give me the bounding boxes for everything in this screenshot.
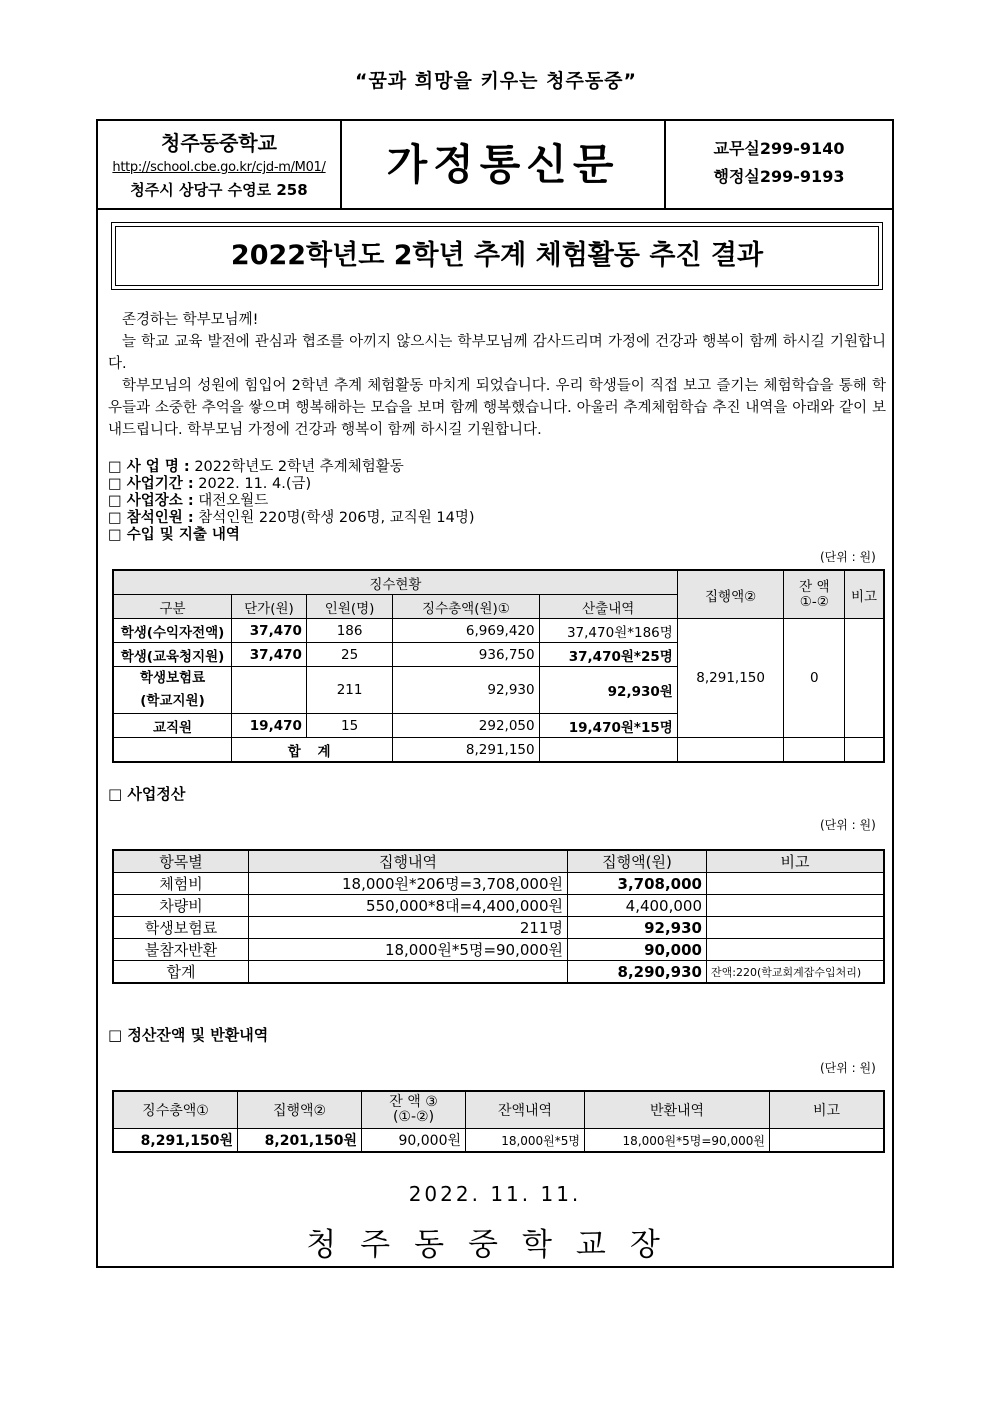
cell-detail: 550,000*8대=4,400,000원 [249, 895, 568, 917]
cell-detail: 18,000원*206명=3,708,000원 [249, 873, 568, 895]
cell-calc: 19,470원*15명 [539, 714, 677, 738]
refund-section-label: □ 정산잔액 및 반환내역 [108, 1026, 269, 1044]
col-item: 항목별 [113, 850, 249, 873]
cell-balance-detail: 18,000원*5명 [466, 1129, 585, 1153]
table-row [113, 961, 884, 984]
cell-note [707, 895, 885, 917]
cell-calc: 92,930원 [539, 667, 677, 714]
cell-category: 학생(수익자전액) [113, 619, 232, 643]
cell-note: 잔액:220(학교회계잡수입처리) [707, 961, 885, 984]
document-title: 2022학년도 2학년 추계 체험활동 추진 결과 [115, 226, 879, 286]
school-address: 청주시 상당구 수영로 258 [130, 181, 308, 199]
note-header: 비고 [845, 570, 884, 619]
project-name-value: 2022학년도 2학년 추계체험활동 [194, 459, 404, 475]
notice-type-title: 가정통신문 [342, 121, 666, 208]
phone-academic: 교무실299-9140 [713, 139, 845, 158]
cell-price: 19,470 [232, 714, 307, 738]
col-calc: 산출내역 [539, 595, 677, 619]
exec-header: 집행액② [677, 570, 784, 619]
cell-category: 학생(교육청지원) [113, 643, 232, 667]
col-balance: 잔 액 ③ (①-②) [362, 1091, 466, 1129]
table-row [113, 873, 884, 895]
col-executed: 집행액② [238, 1091, 362, 1129]
unit-label-1: (단위 : 원) [820, 550, 876, 564]
cell-amount: 90,000 [568, 939, 707, 961]
col-category: 구분 [113, 595, 232, 619]
greeting-salutation: 존경하는 학부모님께! [122, 312, 259, 328]
cell-note [707, 873, 885, 895]
cell-price: 37,470 [232, 643, 307, 667]
issue-date: 2022. 11. 11. [408, 1182, 582, 1206]
school-name: 청주동중학교 [161, 131, 277, 155]
school-info [98, 121, 342, 208]
table-row [113, 939, 884, 961]
project-name-label: □ 사 업 명 : [108, 459, 190, 475]
unit-label-2: (단위 : 원) [820, 818, 876, 832]
greeting-text [108, 309, 886, 441]
col-refund-note: 비고 [770, 1091, 885, 1129]
project-period-label: □ 사업기간 : [108, 476, 194, 492]
cell-note [707, 939, 885, 961]
cell-calc: 37,470원*25명 [539, 643, 677, 667]
income-table [112, 569, 885, 763]
balance-value: 0 [784, 619, 845, 738]
balance-header: 잔 액 ①-② [784, 570, 845, 619]
table-row [113, 917, 884, 939]
refund-table [112, 1090, 885, 1153]
cell-item: 학생보험료 [113, 917, 249, 939]
cell-detail [249, 961, 568, 984]
cell-balance: 90,000원 [362, 1129, 466, 1153]
col-unit-price: 단가(원) [232, 595, 307, 619]
document-title-box [111, 222, 883, 290]
cell-people: 15 [306, 714, 392, 738]
sum-label: 합 계 [232, 738, 393, 763]
cell-detail: 211명 [249, 917, 568, 939]
cell-total: 6,969,420 [393, 619, 539, 643]
settlement-section-label: □ 사업정산 [108, 785, 186, 803]
cell-category: 교직원 [113, 714, 232, 738]
project-place-label: □ 사업장소 : [108, 493, 194, 509]
cell-total: 936,750 [393, 643, 539, 667]
col-total: 징수총액(원)① [393, 595, 539, 619]
table-row [113, 738, 884, 763]
cell-people: 25 [306, 643, 392, 667]
col-amount: 집행액(원) [568, 850, 707, 873]
project-people-label: □ 참석인원 : [108, 510, 194, 526]
cell-executed: 8,201,150원 [238, 1129, 362, 1153]
cell-people: 211 [306, 667, 392, 714]
cell-amount: 92,930 [568, 917, 707, 939]
cell-calc: 37,470원*186명 [539, 619, 677, 643]
cell-item: 불참자반환 [113, 939, 249, 961]
cell-item: 합계 [113, 961, 249, 984]
cell-total: 292,050 [393, 714, 539, 738]
greeting-paragraph-2: 학부모님의 성원에 힘입어 2학년 추계 체험활동 마치게 되었습니다. 우리 학생들이 직접 보고 즐기는 체험학습을 통해 학우들과 소중한 추억을 쌓으며 행복해하는 모습을 보며 함께 행복했습니다. 아울러 추계체험학습 추진 내역을 아래와 같이 보내드립니다. 학부모님 가정에 건강과 행복이 함께 하시길 기원합니다. [108, 378, 886, 438]
project-info [108, 459, 808, 544]
school-motto: “꿈과 희망을 키우는 청주동중” [354, 70, 638, 92]
col-people: 인원(명) [306, 595, 392, 619]
cell-total: 92,930 [393, 667, 539, 714]
table-row [113, 619, 884, 643]
cell-note [707, 917, 885, 939]
settlement-table [112, 849, 885, 984]
col-balance-detail: 잔액내역 [466, 1091, 585, 1129]
principal-signature: 청주동중학교장 [306, 1227, 684, 1263]
col-collected: 징수총액① [113, 1091, 238, 1129]
col-note: 비고 [707, 850, 885, 873]
school-url-link[interactable]: http://school.cbe.go.kr/cjd-m/M01/ [112, 160, 326, 175]
sum-empty [113, 738, 232, 763]
letterhead [98, 121, 892, 210]
project-period-value: 2022. 11. 4.(금) [198, 476, 312, 492]
col-detail: 집행내역 [249, 850, 568, 873]
budget-section-label: □ 수입 및 지출 내역 [108, 527, 240, 543]
greeting-paragraph-1: 늘 학교 교육 발전에 관심과 협조를 아끼지 않으시는 학부모님께 감사드리며 가정에 건강과 행복이 함께 하시길 기원합니다. [108, 334, 886, 372]
table-row [113, 1129, 884, 1153]
cell-people: 186 [306, 619, 392, 643]
cell-detail: 18,000원*5명=90,000원 [249, 939, 568, 961]
contact-info [666, 135, 892, 191]
cell-refund-detail: 18,000원*5명=90,000원 [585, 1129, 770, 1153]
exec-value: 8,291,150 [677, 619, 784, 738]
cell-collected: 8,291,150원 [113, 1129, 238, 1153]
cell-amount: 8,290,930 [568, 961, 707, 984]
notice-frame [96, 119, 894, 1268]
income-group-header: 징수현황 [113, 570, 677, 595]
cell-amount: 3,708,000 [568, 873, 707, 895]
sum-value: 8,291,150 [393, 738, 539, 763]
table-row [113, 895, 884, 917]
cell-category: 학생보험료 (학교지원) [113, 667, 232, 714]
cell-price [232, 667, 307, 714]
cell-refund-note [770, 1129, 885, 1153]
project-people-value: 참석인원 220명(학생 206명, 교직원 14명) [198, 510, 475, 526]
cell-item: 차량비 [113, 895, 249, 917]
phone-admin: 행정실299-9193 [713, 167, 845, 186]
cell-item: 체험비 [113, 873, 249, 895]
cell-amount: 4,400,000 [568, 895, 707, 917]
project-place-value: 대전오월드 [198, 493, 269, 509]
unit-label-3: (단위 : 원) [820, 1061, 876, 1075]
col-refund-detail: 반환내역 [585, 1091, 770, 1129]
cell-price: 37,470 [232, 619, 307, 643]
note-value [845, 619, 884, 738]
